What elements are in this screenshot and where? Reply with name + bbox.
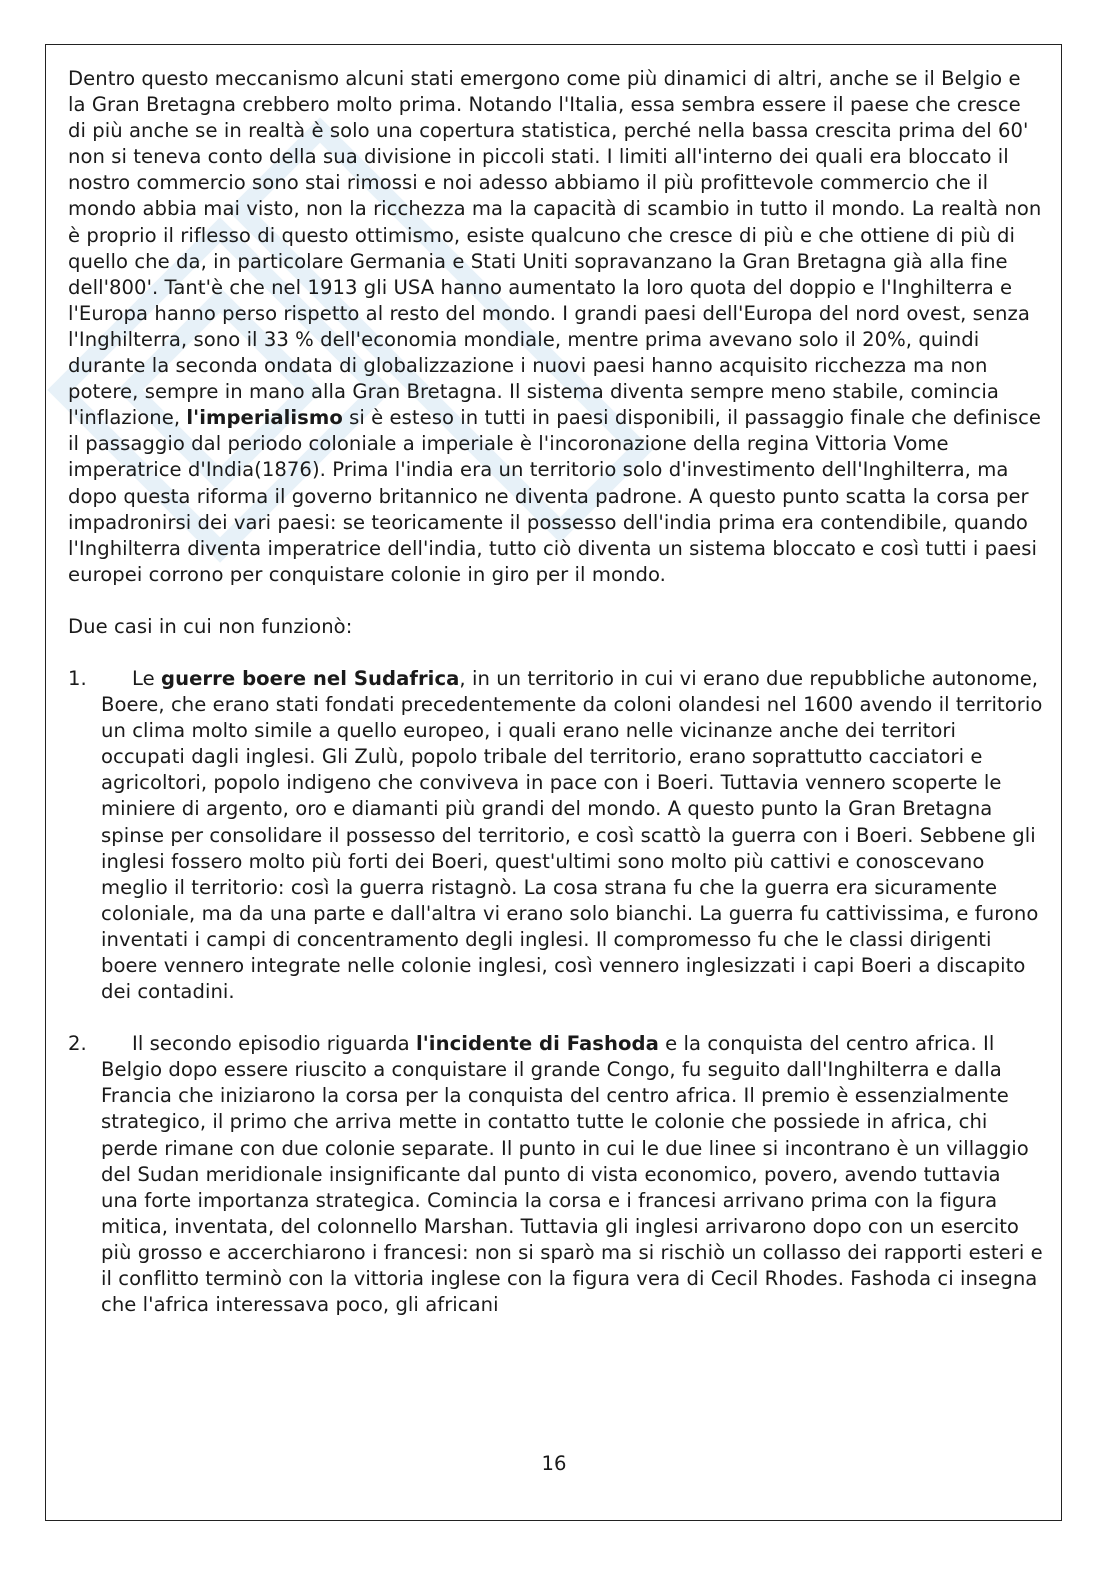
list-item-text: , in un territorio in cui vi erano due repubbliche autonome, Boere, che erano stati fondati precedentemente da coloni olandesi nel 1600 avendo il territorio un clima molto simile a quello europeo, i quali erano nelle vicinanze anche dei territori occupati dagli inglesi. Gli Zulù, popolo tribale del territorio, erano soprattutto cacciatori e agricoltori, popolo indigeno che conviveva in pace con i Boeri. Tuttavia vennero scoperte le miniere di argento, oro e diamanti più grandi del mondo. A questo punto la Gran Bretagna spinse per consolidare il possesso del territorio, e così scattò la guerra con i Boeri. Sebbene gli inglesi fossero molto più forti dei Boeri, quest'ultimi sono molto più cattivi e conoscevano meglio il territorio: così la guerra ristagnò. La cosa strana fu che la guerra era sicuramente coloniale, ma da una parte e dall'altra vi erano solo bianchi. La guerra fu cattivissima, e furono inventati i campi di concentramento degli inglesi. Il compromesso fu che le classi dirigenti boere vennero integrate nelle colonie inglesi, così vennero inglesizzati i capi Boeri a discapito dei contadini. (101, 666, 1043, 1004)
list-item-number: 2. (68, 1032, 87, 1056)
paragraph-bold-text: l'imperialismo (186, 406, 343, 430)
case-list (68, 666, 1043, 1318)
page-number: 16 (541, 1452, 567, 1475)
paragraph-text: Dentro questo meccanismo alcuni stati emergono come più dinamici di altri, anche se il Belgio e la Gran Bretagna crebbero molto prima. Notando l'Italia, essa sembra essere il paese che cresce di più anche se in realtà è solo una copertura statistica, perché nella bassa crescita prima del 60' non si teneva conto della sua divisione in piccoli stati. I limiti all'interno dei quali era bloccato il nostro commercio sono stai rimossi e noi adesso abbiamo il più profittevole commercio che il mondo abbia mai visto, non la ricchezza ma la capacità di scambio in tutto il mondo. La realtà non è proprio il riflesso di questo ottimismo, esiste qualcuno che cresce di più e che ottiene di più di quello che da, in particolare Germania e Stati Uniti sopravanzano la Gran Bretagna già alla fine dell'800'. Tant'è che nel 1913 gli USA hanno aumentato la loro quota del doppio e l'Inghilterra e l'Europa hanno perso rispetto al resto del mondo. I grandi paesi dell'Europa del nord ovest, senza l'Inghilterra, sono il 33 % dell'economia mondiale, mentre prima avevano solo il 20%, quindi durante la seconda ondata di globalizzazione i nuovi paesi hanno acquisito ricchezza ma non potere, sempre in mano alla Gran Bretagna. Il sistema diventa sempre meno stabile, comincia l'inflazione, (68, 67, 1042, 430)
list-item-text: Il secondo episodio riguarda (132, 1032, 416, 1056)
list-item-text: Le (132, 666, 162, 690)
intro-line: Due casi in cui non funzionò: (68, 614, 353, 638)
paragraph-imperialism (68, 66, 1043, 588)
list-item-text: e la conquista del centro africa. Il Belgio dopo essere riuscito a conquistare il grande Congo, fu seguito dall'Inghilterra e dalla Francia che iniziarono la corsa per la conquista del centro africa. Il premio è essenzialmente strategico, il primo che arriva mette in contatto tutte le colonie che possiede in africa, chi perde rimane con due colonie separate. Il punto in cui le due linee si incontrano è un villaggio del Sudan meridionale insignificante dal punto di vista economico, povero, avendo tuttavia una forte importanza strategica. Comincia la corsa e i francesi arrivano prima con la figura mitica, inventata, del colonnello Marshan. Tuttavia gli inglesi arrivarono dopo con un esercito più grosso e accerchiarono i francesi: non si sparò ma si rischiò un collasso dei rapporti esteri e il conflitto terminò con la vittoria inglese con la figura vera di Cecil Rhodes. Fashoda ci insegna che l'africa interessava poco, gli africani (101, 1032, 1043, 1317)
list-item-bold-text: l'incidente di Fashoda (415, 1032, 659, 1056)
list-item (68, 1031, 1043, 1318)
list-item-text (101, 666, 1043, 1005)
document-body (68, 66, 1043, 1318)
paragraph-text: si è esteso in tutti in paesi disponibili, il passaggio finale che definisce il passaggio dal periodo coloniale a imperiale è l'incoronazione della regina Vittoria Vome imperatrice d'India(1876). Prima l'india era un territorio solo d'investimento dell'Inghilterra, ma dopo questa riforma il governo britannico ne diventa padrone. A questo punto scatta la corsa per impadronirsi dei vari paesi: se teoricamente il possesso dell'india prima era contendibile, quando l'Inghilterra diventa imperatrice dell'india, tutto ciò diventa un sistema bloccato e così tutti i paesi europei corrono per conquistare colonie in giro per il mondo. (68, 406, 1042, 586)
list-item-bold-text: guerre boere nel Sudafrica (161, 666, 460, 690)
list-item-number: 1. (68, 666, 87, 690)
list-item-text (101, 1031, 1043, 1318)
list-item (68, 666, 1043, 1005)
